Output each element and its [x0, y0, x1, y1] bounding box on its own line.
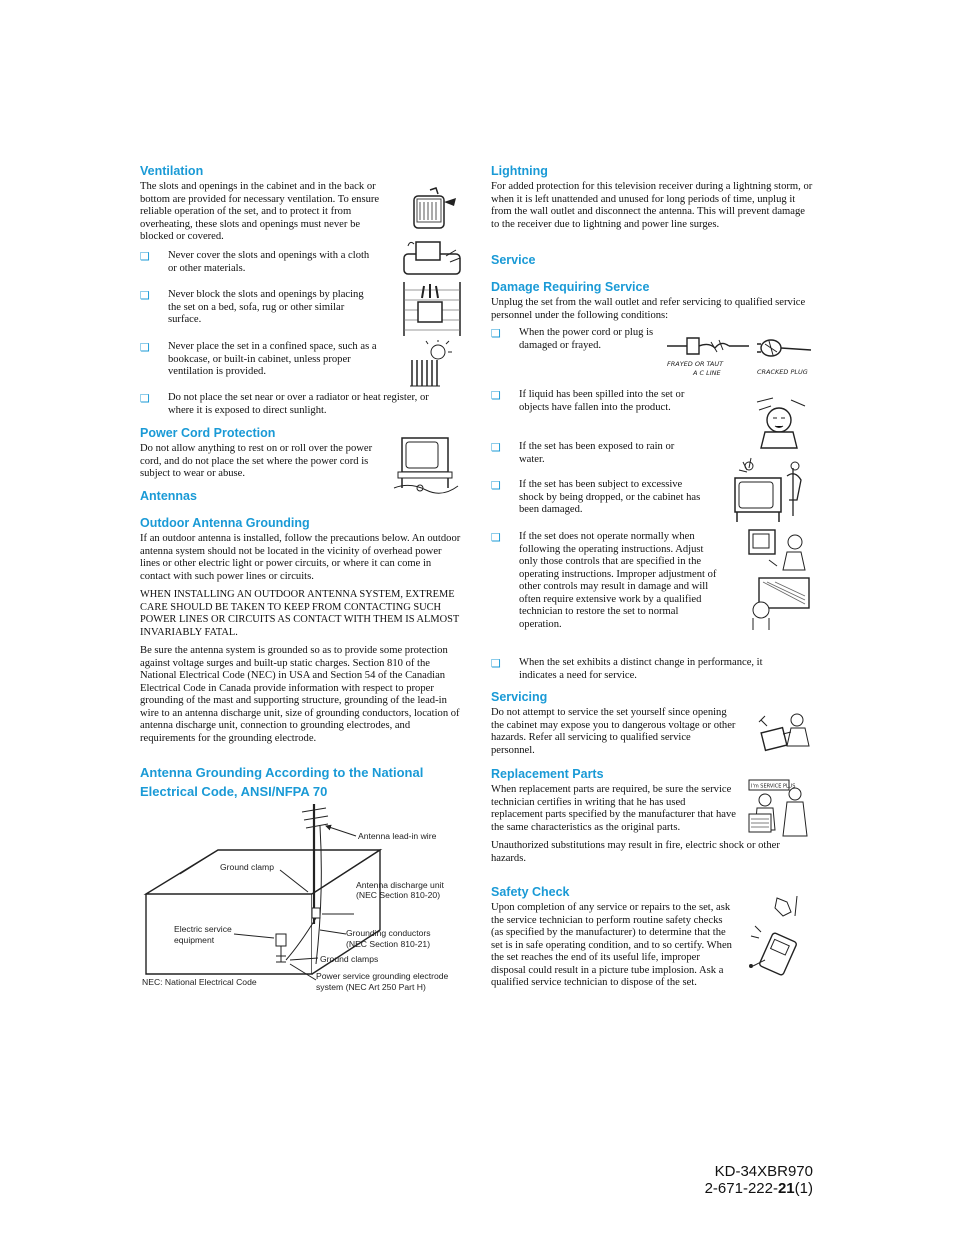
antennas-heading: Antennas [140, 489, 197, 503]
outdoor-antenna-section [140, 516, 462, 751]
checkbox-bullet-icon: ❑ [491, 441, 501, 454]
replacement-heading: Replacement Parts [491, 767, 604, 781]
label-electrode-1: Power service grounding electrode [316, 971, 449, 981]
label-ground-clamps: Ground clamps [320, 954, 379, 964]
label-cracked-plug: CRACKED PLUG [757, 368, 808, 376]
checkbox-bullet-icon: ❑ [491, 657, 501, 670]
ventilation-bullet-text: Do not place the set near or over a radiator or heat register, or where it is exposed to direct sunlight. [168, 392, 429, 416]
outdoor-antenna-p3: Be sure the antenna system is grounded so as to provide some protection against voltage surges and built-up static charges. Section 810 of the National Electrical Code (NEC) in USA and Section 54 of the Canadian Electrical Code in Canada provide information with respect to proper grounding of the mast and supporting structure, grounding of the lead-in wire to an antenna discharge unit, size of grounding conductors, location of antenna discharge unit, connection to grounding electrodes, and requirements for the grounding electrode. [140, 645, 460, 744]
power-cord-text: Do not allow anything to rest on or roll over the power cord, and do not place the set where the power cord is subject to wear or abuse. [140, 443, 373, 479]
label-conductors-2: (NEC Section 810-21) [346, 939, 431, 949]
damage-heading: Damage Requiring Service [491, 280, 650, 294]
label-conductors-1: Grounding conductors [346, 928, 431, 938]
label-lead-in: Antenna lead-in wire [358, 831, 437, 841]
lightning-text: For added protection for this television receiver during a lightning storm, or when it is left unattended and unused for long periods of time, unplug it from the wall outlet and disconnect the antenna. This will prevent damage to the receiver due to lightning and power line surges. [491, 181, 813, 230]
service-bullet-text: If the set has been exposed to rain or water. [519, 441, 675, 465]
power-cord-heading: Power Cord Protection [140, 426, 276, 440]
grounding-heading-line1: Antenna Grounding According to the National [140, 765, 424, 780]
label-electric-1: Electric service [174, 924, 232, 934]
right-column [491, 164, 813, 1004]
checkbox-bullet-icon: ❑ [491, 531, 501, 544]
model-number: KD-34XBR970 [714, 1163, 813, 1180]
part-number [705, 1180, 813, 1197]
label-nec: NEC: National Electrical Code [142, 977, 257, 987]
opening-cabinet-illustration [757, 712, 811, 756]
label-discharge-1: Antenna discharge unit [356, 880, 444, 890]
label-electrode-2: system (NEC Art 250 Part H) [316, 982, 426, 992]
part-number-suffix: (1) [794, 1180, 813, 1197]
grounding-heading-line2: Electrical Code, ANSI/NFPA 70 [140, 784, 328, 799]
part-number-prefix: 2-671-222- [704, 1180, 778, 1197]
servicing-text: Do not attempt to service the set yourself since opening the cabinet may expose you to dangerous voltage or other hazards. Refer all servicing to qualified service personnel. [491, 707, 736, 756]
lightning-section [491, 164, 813, 237]
service-bullet-text: If the set has been subject to excessive shock by being dropped, or the cabinet has been damaged. [519, 479, 701, 515]
service-bullet-text: When the set exhibits a distinct change in performance, it indicates a need for service. [519, 657, 763, 681]
tv-on-sofa-illustration [402, 236, 464, 278]
ventilation-bullet-text: Never cover the slots and openings with a cloth or other materials. [168, 250, 370, 274]
left-column [140, 164, 462, 1004]
outdoor-antenna-warning: WHEN INSTALLING AN OUTDOOR ANTENNA SYSTEM, EXTREME CARE SHOULD BE TAKEN TO KEEP FROM CONTACTING SUCH POWER LINES OR CIRCUITS AS CONTACT WITH THEM IS ALMOST INVARIABLY FATAL. [140, 589, 460, 638]
tv-covered-illustration [406, 186, 466, 234]
damage-intro: Unplug the set from the wall outlet and refer servicing to qualified service personnel under the following conditions: [491, 297, 806, 321]
label-discharge-2: (NEC Section 810-20) [356, 890, 441, 900]
part-number-bold: 21 [777, 1180, 795, 1197]
checkbox-bullet-icon: ❑ [491, 479, 501, 492]
label-frayed: FRAYED OR TAUT [667, 360, 724, 368]
service-technician-illustration [747, 778, 809, 842]
label-ground-clamp: Ground clamp [220, 862, 274, 872]
service-bullet-text: If the set does not operate normally when following the operating instructions. Adjust only those controls that are specified in the operating instructions. Improper adjustment of other controls may result in damage and will often require extensive work by a qualified technician to restore the set to normal operation. [519, 531, 717, 630]
checkbox-bullet-icon: ❑ [140, 289, 150, 302]
grounding-diagram-section [140, 764, 462, 802]
service-plus-sign: I'm SERVICE PLUS [751, 783, 796, 790]
safety-meter-illustration [747, 896, 807, 976]
damaged-plug-illustration [665, 328, 813, 380]
ventilation-bullet-text: Never place the set in a confined space, such as a bookcase, or built-in cabinet, unless proper ventilation is provided. [168, 341, 377, 377]
service-heading: Service [491, 253, 536, 267]
outdoor-antenna-p1: If an outdoor antenna is installed, follow the precautions below. An outdoor antenna system should not be located in the vicinity of overhead power lines or other electric light or power circuits, or where it can come in contact with such power lines or circuits. [140, 533, 461, 582]
ventilation-intro: The slots and openings in the cabinet and in the back or bottom are provided for necessary ventilation. To ensure reliable operation of the set, and to protect it from overheating, these slots and openings must never be blocked or covered. [140, 181, 380, 242]
checkbox-bullet-icon: ❑ [491, 327, 501, 340]
replacement-p2: Unauthorized substitutions may result in fire, electric shock or other hazards. [491, 840, 780, 864]
tv-near-radiator-illustration [406, 340, 456, 390]
damage-section [491, 280, 813, 328]
antennas-section [140, 489, 462, 506]
label-ac-line: A C LINE [693, 369, 721, 377]
checkbox-bullet-icon: ❑ [140, 392, 150, 405]
ventilation-bullet-text: Never block the slots and openings by placing the set on a bed, sofa, rug or other similar surface. [168, 289, 364, 325]
technician-repair-illustration [745, 526, 813, 630]
service-bullet-text: When the power cord or plug is damaged or frayed. [519, 327, 654, 351]
lightning-heading: Lightning [491, 164, 548, 178]
ventilation-heading: Ventilation [140, 164, 204, 178]
antenna-grounding-diagram [140, 804, 462, 1000]
service-bullet-text: If liquid has been spilled into the set or objects have fallen into the product. [519, 389, 685, 413]
checkbox-bullet-icon: ❑ [491, 389, 501, 402]
checkbox-bullet-icon: ❑ [140, 250, 150, 263]
dropped-tv-illustration [733, 456, 813, 526]
tv-in-bookcase-illustration [402, 280, 462, 338]
service-section [491, 253, 813, 270]
spilled-liquid-illustration [753, 396, 809, 450]
safety-heading: Safety Check [491, 885, 570, 899]
tv-power-cord-illustration [390, 434, 462, 496]
replacement-p1: When replacement parts are required, be sure the service technician certifies in writing that he has used replacement parts specified by the manufacturer that have the same characteristics as the original parts. [491, 784, 737, 833]
model-number-block [705, 1163, 813, 1197]
label-electric-2: equipment [174, 935, 215, 945]
safety-text: Upon completion of any service or repairs to the set, ask the service technician to perform routine safety checks (as specified by the manufacturer) to determine that the set is in safe operating condition, and to so certify. When the set reaches the end of its useful life, improper disposal could result in a picture tube implosion. Ask a qualified service technician to dispose of the set. [491, 902, 732, 988]
servicing-heading: Servicing [491, 690, 548, 704]
outdoor-antenna-heading: Outdoor Antenna Grounding [140, 516, 310, 530]
checkbox-bullet-icon: ❑ [140, 341, 150, 354]
